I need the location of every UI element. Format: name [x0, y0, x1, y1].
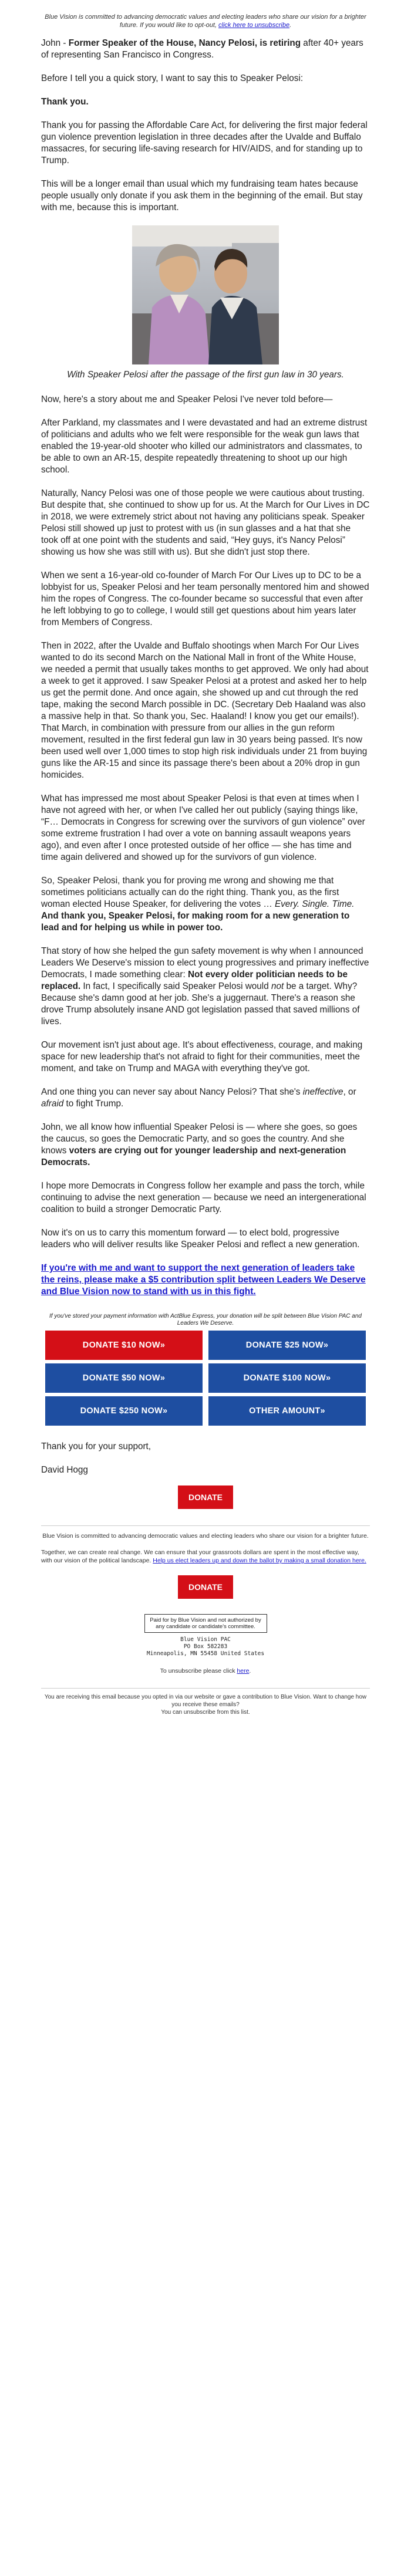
donate-10-button[interactable]: DONATE $10 NOW» [45, 1331, 203, 1360]
donate-25-button[interactable]: DONATE $25 NOW» [208, 1331, 366, 1360]
footer-divider [41, 1525, 370, 1526]
story-intro: Now, here's a story about me and Speaker Pelosi I've never told before— [41, 394, 333, 404]
unsub-dot: . [249, 1667, 251, 1674]
contribution-link[interactable]: If you're with me and want to support the next generation of leaders take the reins, please make a $5 contribution split between Leaders We Deserve and Blue Vision now to stand with us in this fight. [41, 1263, 366, 1297]
intro-rest: after 40+ years of representing San Francisco in Congress. [41, 38, 363, 60]
thanks-paragraph: Thank you for passing the Affordable Care Act, for delivering the first major federal gun violence prevention legislation in three decades after the Uvalde and Buffalo massacres, for securing life-saving research for HIV/AIDS, and for standing up to Trump. [41, 120, 368, 166]
address-line-2: PO Box 582283 [183, 1643, 228, 1650]
photo-caption: With Speaker Pelosi after the passage of the first gun law in 30 years. [67, 370, 344, 380]
intro-bold: Former Speaker of the House, Nancy Pelosi, is retiring [68, 38, 301, 48]
mission-bold: Not every older politician needs to be replaced. [41, 970, 348, 991]
influence-a: John, we all know how influential Speaker Pelosi is — where she goes, so goes the caucus, so goes the Democratic Party, and so goes the country. And she knows [41, 1122, 358, 1156]
actblue-note: If you've stored your payment information with ActBlue Express, your donation will be split between Blue Vision PAC and Leaders We Deserve. [49, 1313, 362, 1326]
never-e: to fight Trump. [63, 1099, 124, 1109]
pelosi-photo [132, 225, 279, 364]
story-hope: I hope more Democrats in Congress follow her example and pass the torch, while continuing to advise the next generation — because we need an intergenerational coalition to build a stronger Democratic Party. [41, 1181, 366, 1214]
story-never [41, 1086, 370, 1110]
story-parkland: After Parkland, my classmates and I were devastated and had an extreme distrust of politicians and adults who we felt were responsible for the weak gun laws that enabled the 19-year-old shooter who killed our administrators and classmates, to be able to own an AR-15, despite repeatedly threatening to shoot up our high school. [41, 418, 368, 475]
mission-not: not [271, 981, 284, 991]
thanks-emph: Every. Single. Time. [274, 899, 355, 909]
story-momentum: Now it's on us to carry this momentum forward — to elect bold, progressive leaders who will deliver results like Speaker Pelosi and reflect a new generation. [41, 1228, 360, 1250]
story-movement: Our movement isn't just about age. It's about effectiveness, courage, and making space for new leadership that's not afraid to fight for their communities, meet the moment, and take on Trump and MAGA with everything they've got. [41, 1040, 363, 1073]
mission-c: In fact, I specifically said Speaker Pelosi would [80, 981, 271, 991]
donate-250-button[interactable]: DONATE $250 NOW» [45, 1396, 203, 1426]
story-influence [41, 1122, 370, 1169]
story-march: Naturally, Nancy Pelosi was one of those people we were cautious about trusting. But despite that, she continued to show up for us. At the March for Our Lives in DC in 2018, we were extremely strict about not having any politicians speak. Speaker Pelosi still showed up just to protest with us (in sun glasses and a hat that she took off at one point with the students and said, “Hey guys, it's Nancy Pelosi” showing us how she was still with us). But she didn't just stop there. [41, 488, 370, 557]
address-line-1: Blue Vision PAC [180, 1636, 231, 1643]
footer-mission: Blue Vision is committed to advancing democratic values and electing leaders who share our vision for a brighter future. [42, 1532, 369, 1539]
email-body [41, 0, 370, 1716]
preheader [41, 0, 370, 38]
greeting: John - [41, 38, 69, 48]
story-impressed: What has impressed me most about Speaker Pelosi is that even at times when I have not agreed with her, or when I've called her out publicly (saying things like, “F… Democrats in Congress for screwing over the survivors of gun violence” over some extreme frustration I had over a vote on banning assault weapons years ago), and even after I once protested outside of her office — she has time and time again delivered and showed up for the survivors of gun violence. [41, 794, 365, 862]
thank-you-text: Thank you. [41, 97, 89, 107]
donate-button[interactable]: DONATE [178, 1485, 233, 1509]
bottom-note-2: You can unsubscribe from this list. [161, 1709, 250, 1716]
paid-for-disclaimer: Paid for by Blue Vision and not authorized by any candidate or candidate's committee. [144, 1614, 267, 1633]
thank-you-heading [41, 96, 370, 108]
signoff-name: David Hogg [41, 1465, 88, 1475]
never-ineffective: ineffective [302, 1087, 343, 1097]
preheader-text: Blue Vision is committed to advancing democratic values and electing leaders who share our vision for a brighter future. If you would like to opt-out, [45, 13, 366, 29]
intro-paragraph [41, 38, 370, 61]
never-afraid: afraid [41, 1099, 64, 1109]
pre-thanks-paragraph: Before I tell you a quick story, I want to say this to Speaker Pelosi: [41, 73, 304, 83]
never-a: And one thing you can never say about Nancy Pelosi? That she's [41, 1087, 303, 1097]
never-c: , or [343, 1087, 356, 1097]
address-line-3: Minneapolis, MN 55458 United States [146, 1650, 265, 1657]
other-amount-button[interactable]: OTHER AMOUNT» [208, 1396, 366, 1426]
unsub-text: To unsubscribe please click [160, 1667, 237, 1674]
mission-a: That story of how she helped the gun safety movement is why when I announced Leaders We Deserve's mission to elect young progressives and primary ineffective Democrats, I made something clear: [41, 946, 369, 980]
unsubscribe-line [41, 1667, 370, 1675]
signoff-thanks: Thank you for your support, [41, 1441, 151, 1451]
story-mission [41, 946, 370, 1028]
footer-donate-button[interactable]: DONATE [178, 1575, 233, 1599]
footer-cando [41, 1548, 370, 1565]
long-email-paragraph: This will be a longer email than usual which my fundraising team hates because people usually only donate if you ask them in the beginning of the email. But stay with me, because this is important. [41, 179, 363, 212]
preheader-end: . [289, 22, 292, 29]
bottom-divider [41, 1688, 370, 1689]
thanks-bold: And thank you, Speaker Pelosi, for making room for a new generation to lead and for helping us while in power too. [41, 911, 350, 933]
story-lobbyist: When we sent a 16-year-old co-founder of March For Our Lives up to DC to be a lobbyist for us, Speaker Pelosi and her team personally mentored him and showed him the ropes of Congress. The co-founder became so successful that even after he left lobbying to go to college, I would still get questions about him years later from Members of Congress. [41, 570, 369, 627]
story-2022: Then in 2022, after the Uvalde and Buffalo shootings when March For Our Lives wanted to do its second March on the National Mall in front of the White House, we needed a permit that usually takes months to get approved. We only had about a week to get it approved. I saw Speaker Pelosi at a protest and asked her to help us get the permit done. And once again, she showed up and cut through the red tape, making the second March possible in DC. (Secretary Deb Haaland was also a massive help in that. So thank you, Sec. Haaland! I know you get our emails!). That March, in combination with pressure from our allies in the gun reform movement, resulted in the first federal gun law in 30 years being passed. It's now been used well over 1,000 times to stop high risk individuals under 21 from buying guns like the AR-15 and since its passage there's been about a 20% drop in gun homicides. [41, 641, 369, 780]
footer-unsubscribe-link[interactable]: here [237, 1667, 250, 1674]
unsubscribe-link[interactable]: click here to unsubscribe [218, 22, 290, 29]
cando-text: Together, we can create real change. We can ensure that your grassroots dollars are spent in the most effective way, with our vision of the political landscape. [41, 1549, 359, 1564]
mission-e: be a target. Why? Because she's damn good at her job. She's a juggernaut. There's a reason she drove Trump absolutely insane AND got legislation passed that saved millions of lives. [41, 981, 360, 1027]
donation-button-grid [41, 1331, 370, 1426]
story-thanks [41, 875, 370, 934]
small-donation-link[interactable]: Help us elect leaders up and down the ballot by making a small donation here. [153, 1557, 366, 1564]
influence-bold: voters are crying out for younger leadership and next-generation Democrats. [41, 1146, 346, 1167]
donate-50-button[interactable]: DONATE $50 NOW» [45, 1363, 203, 1393]
thanks-a: So, Speaker Pelosi, thank you for proving me wrong and showing me that sometimes politicians actually can do the right thing. Thank you, as the first woman elected House Speaker, for delivering the votes … [41, 876, 339, 909]
bottom-note: You are receiving this email because you opted in via our website or gave a contribution to Blue Vision. Want to change how you receive these emails? [44, 1694, 367, 1708]
donate-100-button[interactable]: DONATE $100 NOW» [208, 1363, 366, 1393]
